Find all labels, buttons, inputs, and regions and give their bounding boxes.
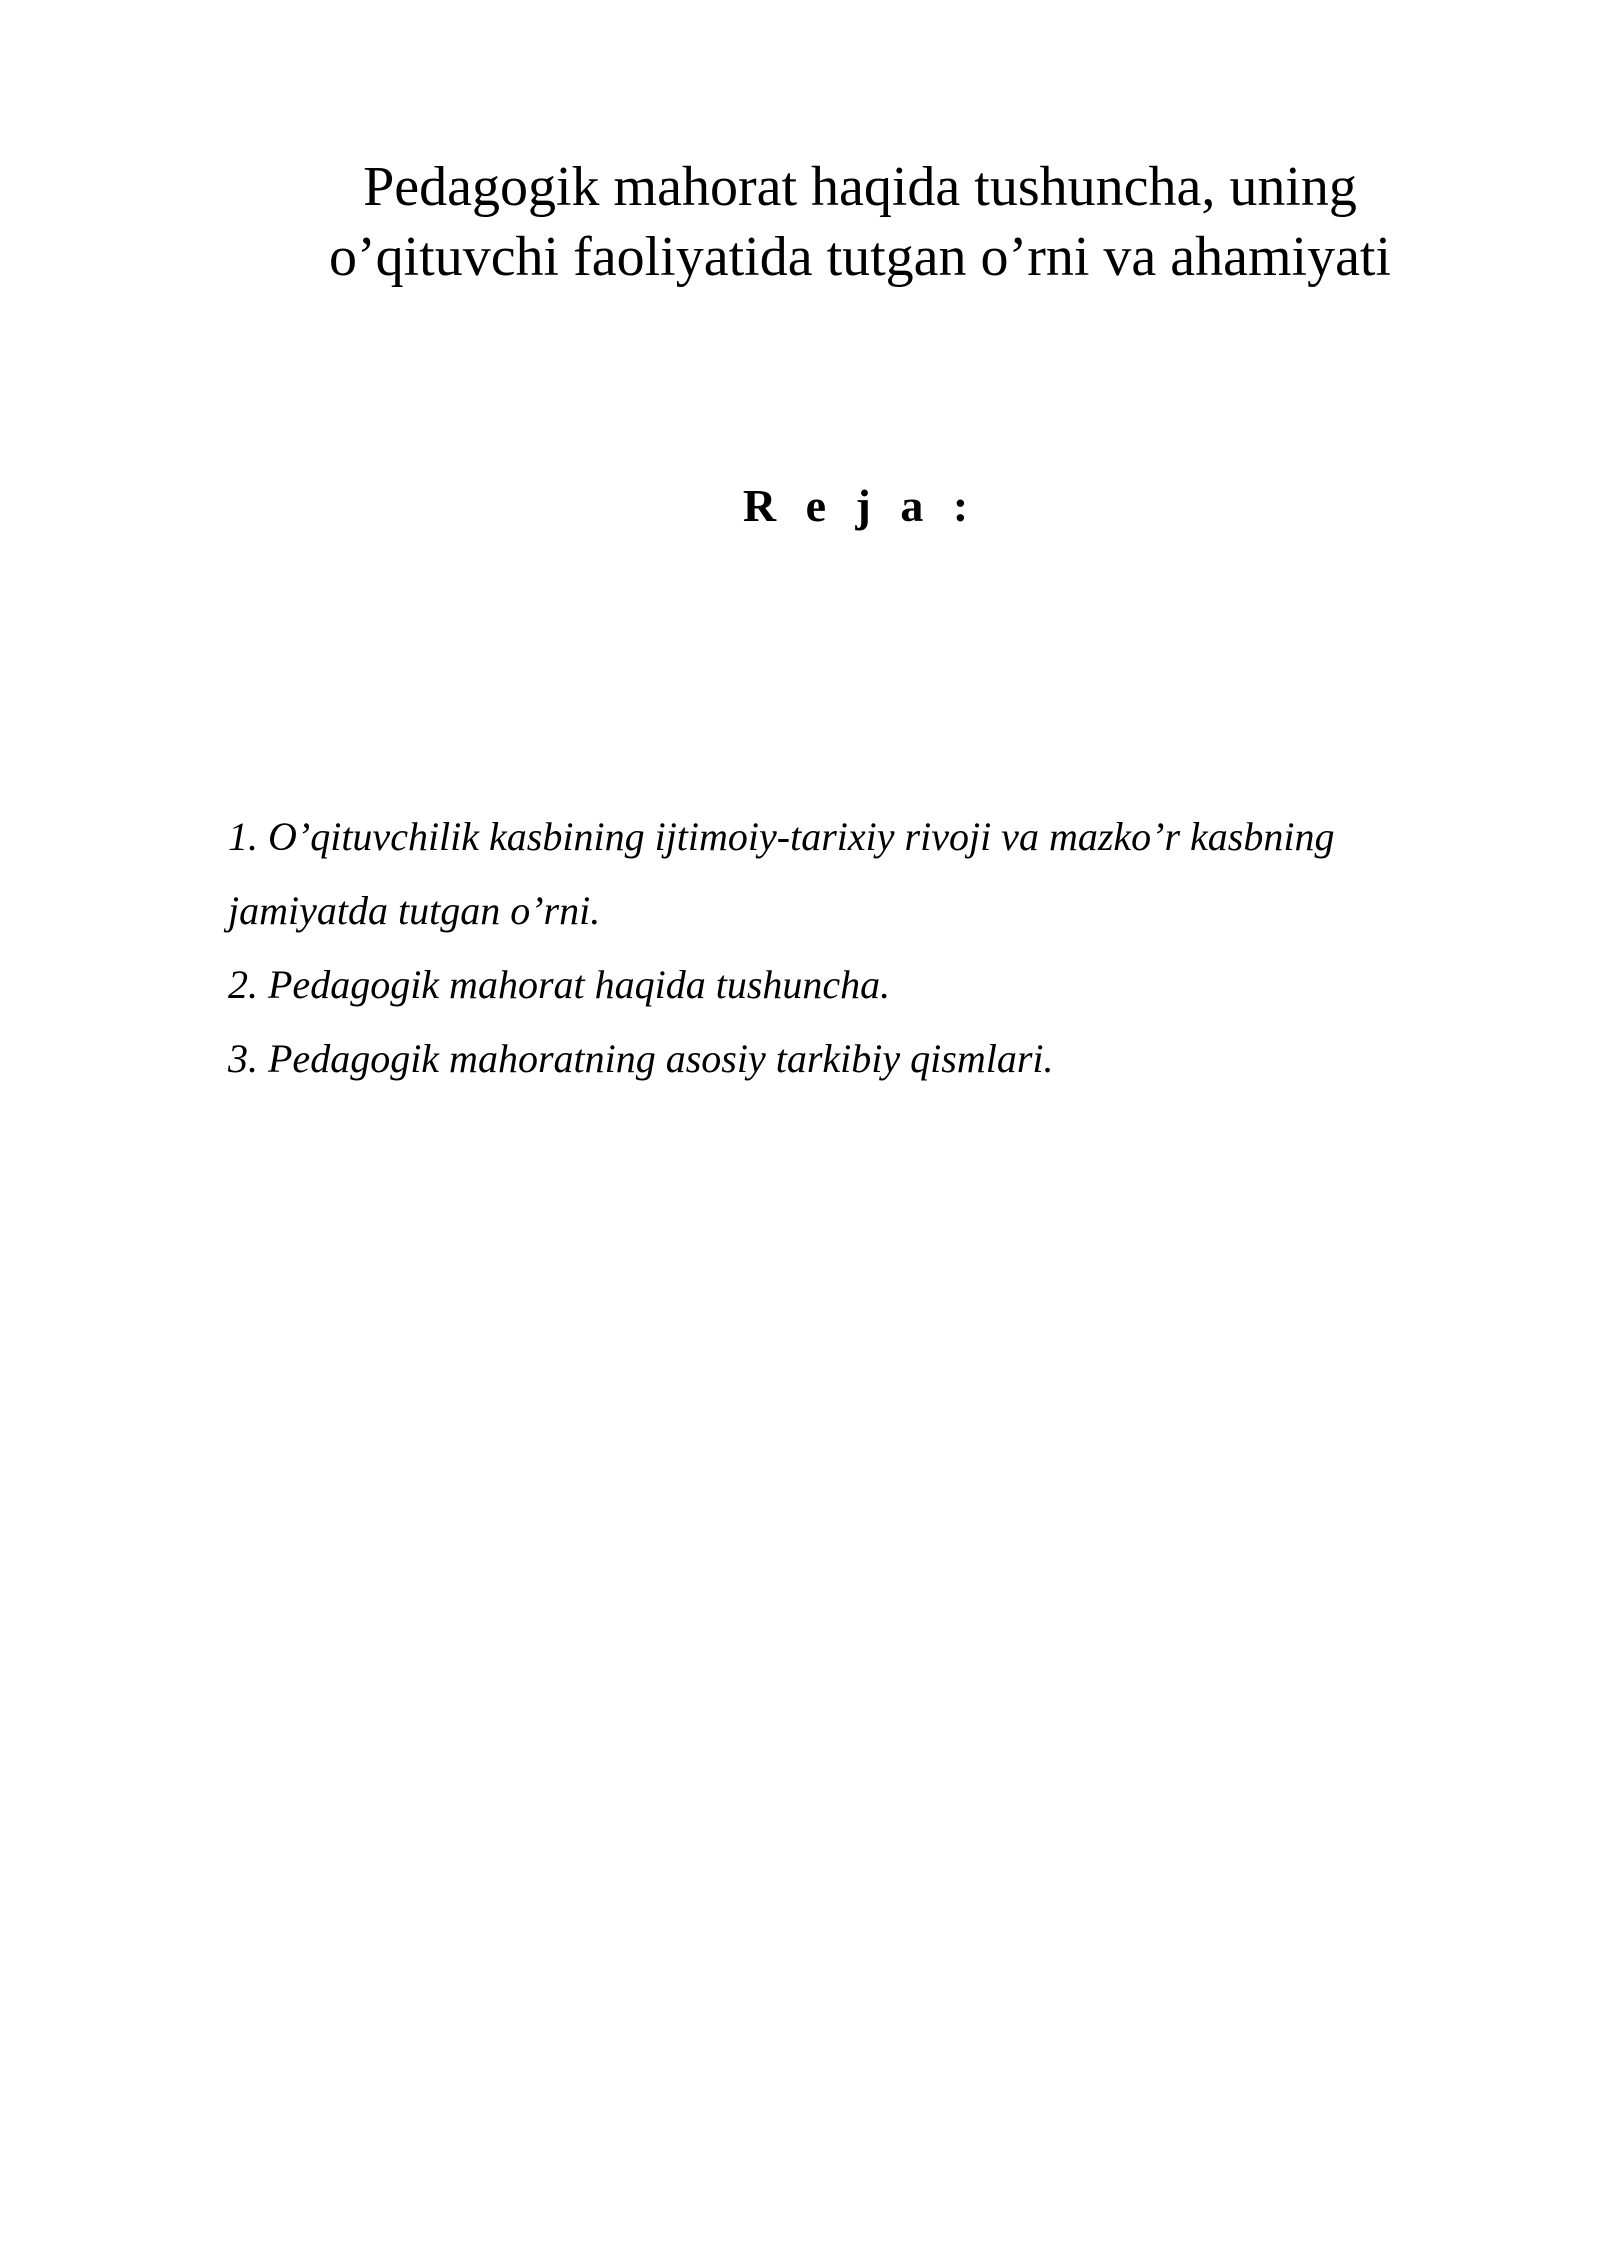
plan-item-2 (228, 948, 1428, 1022)
plan-item-number: 3. (228, 1036, 258, 1081)
plan-list (228, 800, 1428, 1096)
title-line-1: Pedagogik mahorat haqida tushuncha, uning (363, 156, 1357, 218)
plan-item-text: O’qituvchilik kasbining ijtimoiy-tarixiy rivoji va mazko’r kasbning (268, 814, 1335, 859)
plan-item-3 (228, 1022, 1428, 1096)
plan-item-number: 1. (228, 814, 258, 859)
plan-item-text: Pedagogik mahorat haqida tushuncha. (268, 962, 891, 1007)
plan-item-number: 2. (228, 962, 258, 1007)
plan-item-text: Pedagogik mahoratning asosiy tarkibiy qismlari. (268, 1036, 1054, 1081)
title-line-2: o’qituvchi faoliyatida tutgan o’rni va ahamiyati (328, 226, 1392, 288)
plan-heading: R e j a : (742, 480, 978, 531)
document-title (230, 152, 1490, 292)
plan-item-continuation: jamiyatda tutgan o’rni. (228, 888, 601, 933)
plan-item-1 (228, 800, 1428, 948)
